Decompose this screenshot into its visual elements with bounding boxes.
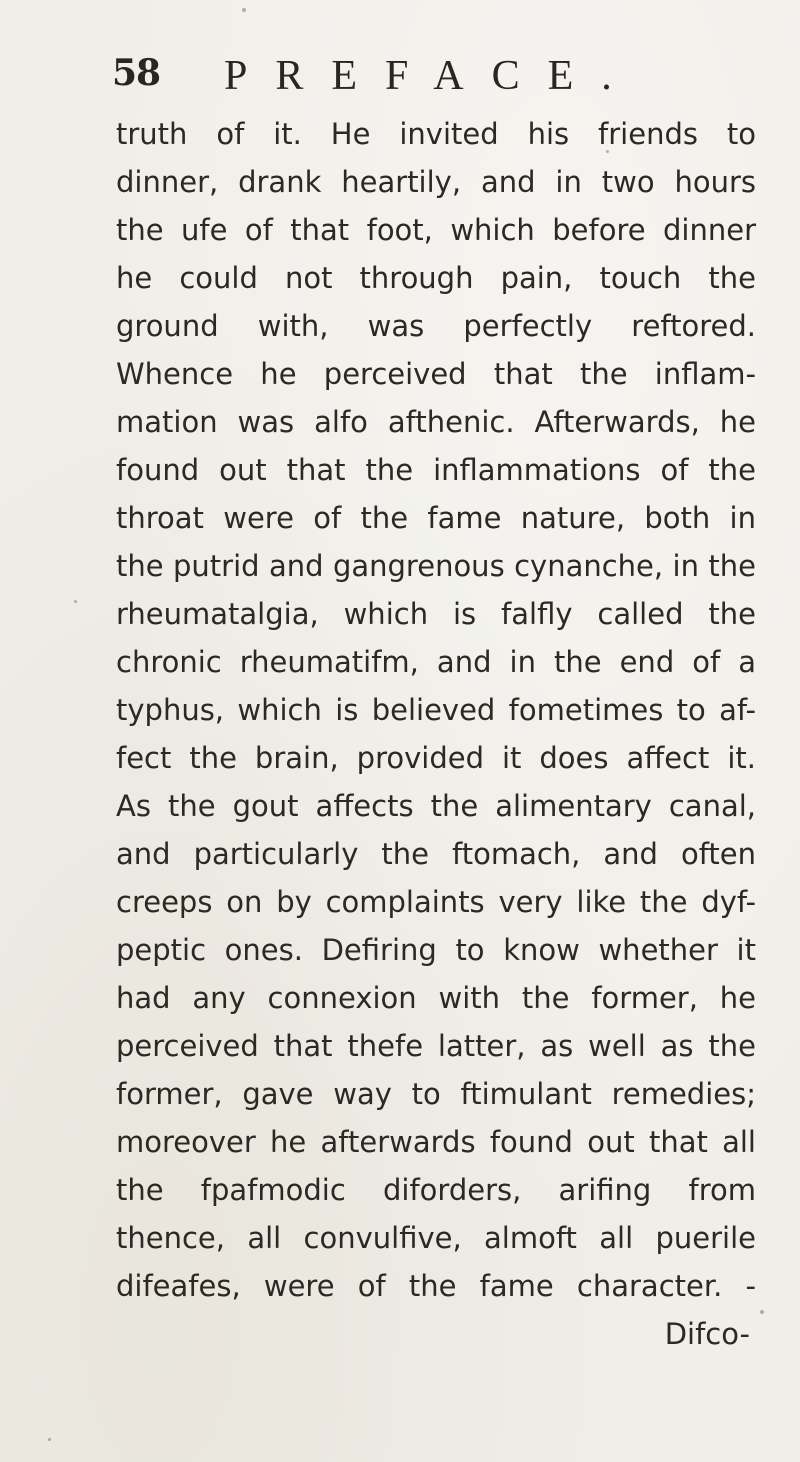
paper-speck [48, 1438, 51, 1441]
text-line: ground with, was perfectly reftored. [116, 309, 756, 343]
text-line: he could not through pain, touch the [116, 261, 756, 295]
text-line: difeafes, were of the fame character. - [116, 1269, 756, 1303]
text-line: creeps on by complaints very like the dyf- [116, 885, 756, 919]
catchword: Difco- [664, 1317, 750, 1351]
text-line: had any connexion with the former, he [116, 981, 756, 1015]
text-line: peptic ones. Defiring to know whether it [116, 933, 756, 967]
text-line: perceived that thefe latter, as well as the [116, 1029, 756, 1063]
text-line: and particularly the ftomach, and often [116, 837, 756, 871]
text-line: Whence he perceived that the inflam- [116, 357, 756, 391]
paper-speck [242, 8, 246, 12]
page-number: 58 [112, 52, 161, 94]
text-line: mation was alfo afthenic. Afterwards, he [116, 405, 756, 439]
running-title: PREFACE. [224, 53, 640, 99]
text-line: moreover he afterwards found out that all [116, 1125, 756, 1159]
text-line: found out that the inflammations of the [116, 453, 756, 487]
text-line: the fpafmodic diforders, arifing from [116, 1173, 756, 1207]
text-line: the putrid and gangrenous cynanche, in the [116, 549, 756, 583]
paper-speck [606, 150, 609, 153]
body-text [116, 110, 756, 1358]
text-line: thence, all convulfive, almoft all puerile [116, 1221, 756, 1255]
text-line: dinner, drank heartily, and in two hours [116, 165, 756, 199]
text-line: typhus, which is believed fometimes to af- [116, 693, 756, 727]
text-line: As the gout affects the alimentary canal, [116, 789, 756, 823]
text-line: former, gave way to ftimulant remedies; [116, 1077, 756, 1111]
text-line: throat were of the fame nature, both in [116, 501, 756, 535]
page-header [112, 46, 672, 106]
text-line: the ufe of that foot, which before dinner [116, 213, 756, 247]
text-line: chronic rheumatifm, and in the end of a [116, 645, 756, 679]
text-line: fect the brain, provided it does affect it. [116, 741, 756, 775]
text-line: truth of it. He invited his friends to [116, 117, 756, 151]
paper-speck [760, 1310, 764, 1314]
paper-speck [74, 600, 77, 603]
text-line: rheumatalgia, which is falfly called the [116, 597, 756, 631]
